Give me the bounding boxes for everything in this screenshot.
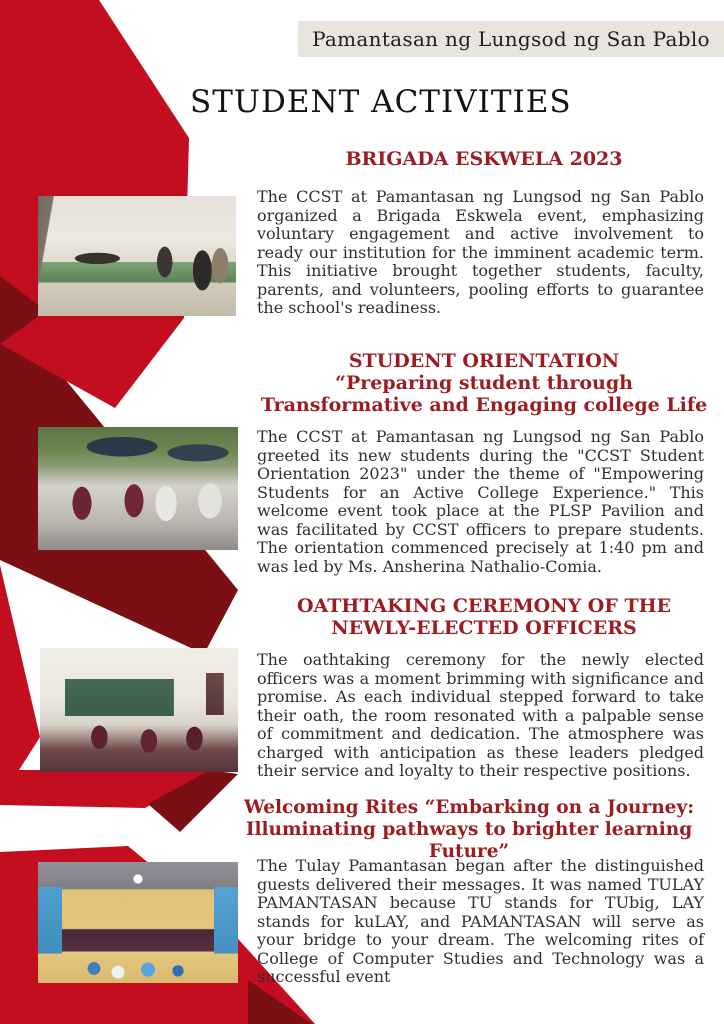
section-body-welcoming-rites: The Tulay Pamantasan began after the distinguished guests delivered their messages. It was named TULAY PAMANTASAN because TU stands for TUbig, LAY stands for kuLAY, and PAMANTASAN will serve as your bridge to your dream. The welcoming rites of College of Computer Studies and Technology was a successful event xyxy=(257,856,704,986)
section-body-oathtaking: The oathtaking ceremony for the newly elected officers was a moment brimming with significance and promise. As each individual stepped forward to take their oath, the room resonated with a palpable sense of commitment and dedication. The atmosphere was charged with anticipation as these leaders pledged their service and loyalty to their respective positions. xyxy=(257,650,704,780)
oathtaking-classroom-photo xyxy=(40,648,238,772)
section-title-student-orientation xyxy=(256,350,712,416)
red-strip-left xyxy=(0,565,40,800)
page-title: STUDENT ACTIVITIES xyxy=(190,84,572,120)
section-title-oathtaking: OATHTAKING CEREMONY OF THE NEWLY-ELECTED OFFICERS xyxy=(296,595,672,639)
school-name-text: Pamantasan ng Lungsod ng San Pablo xyxy=(312,27,710,51)
section-title-welcoming-rites: Welcoming Rites “Embarking on a Journey: Illuminating pathways to brighter learning Future” xyxy=(243,797,695,862)
welcoming-rites-stage-photo xyxy=(38,862,238,983)
school-name-banner xyxy=(298,21,724,57)
student-orientation-group-photo xyxy=(38,427,238,550)
section-title-line: STUDENT ORIENTATION xyxy=(348,350,620,372)
section-body-brigada-eskwela: The CCST at Pamantasan ng Lungsod ng San Pablo organized a Brigada Eskwela event, emphasizing voluntary engagement and active involvement to ready our institution for the imminent academic term. This initiative brought together students, faculty, parents, and volunteers, pooling efforts to guarantee the school's readiness. xyxy=(257,187,704,317)
section-body-student-orientation: The CCST at Pamantasan ng Lungsod ng San Pablo greeted its new students during the "CCST Student Orientation 2023" under the theme of "Empowering Students for an Active College Experience." This welcome event took place at the PLSP Pavilion and was facilitated by CCST officers to prepare students. The orientation commenced precisely at 1:40 pm and was led by Ms. Ansherina Nathalio-Comia. xyxy=(257,427,704,576)
section-title-brigada-eskwela: BRIGADA ESKWELA 2023 xyxy=(345,148,623,170)
computer-lab-cleanup-photo xyxy=(38,196,236,316)
section-subtitle-line: “Preparing student through Transformative and Engaging college Life xyxy=(260,372,708,416)
